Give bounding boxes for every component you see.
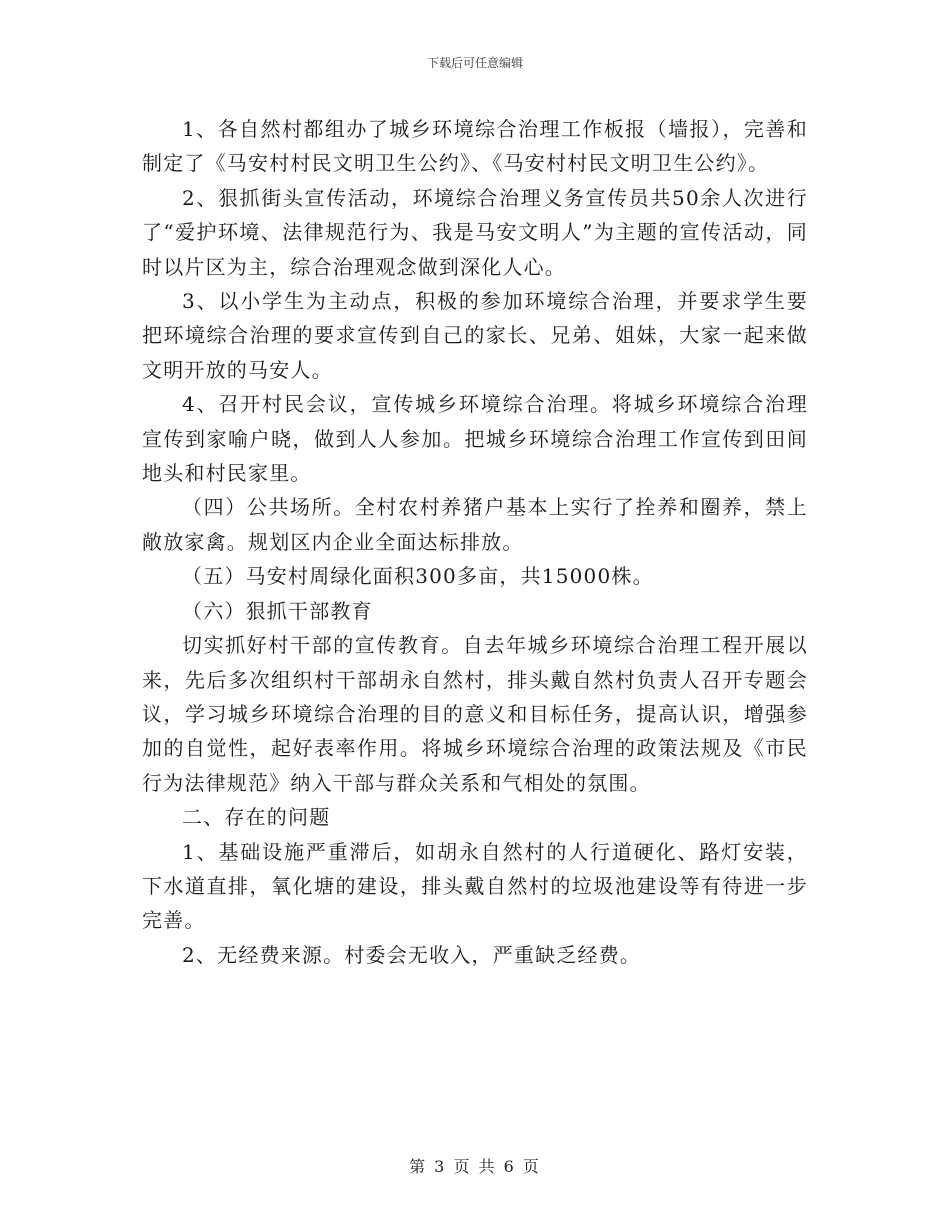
paragraph-3: 3、以小学生为主动点，积极的参加环境综合治理，并要求学生要把环境综合治理的要求宣传到自己的家长、兄弟、姐妹，大家一起来做文明开放的马安人。 (142, 289, 808, 382)
page-number: 第 3 页 共 6 页 (409, 1157, 541, 1176)
paragraph-cadre-education: 切实抓好村干部的宣传教育。自去年城乡环境综合治理工程开展以来，先后多次组织村干部胡永自然村，排头戴自然村负责人召开专题会议，学习城乡环境综合治理的目的意义和目标任务，提高认识，增强参加的自觉性，起好表率作用。将城乡环境综合治理的政策法规及《市民行为法律规范》纳入干部与群众关系和气相处的氛围。 (142, 633, 808, 795)
paragraph-public-places: （四）公共场所。全村农村养猪户基本上实行了拴养和圈养，禁上敞放家禽。规划区内企业全面达标排放。 (142, 495, 808, 554)
paragraph-problem-2: 2、无经费来源。村委会无收入，严重缺乏经费。 (182, 942, 642, 967)
paragraph-4: 4、召开村民会议，宣传城乡环境综合治理。将城乡环境综合治理宣传到家喻户晓，做到人人参加。把城乡环境综合治理工作宣传到田间地头和村民家里。 (142, 392, 808, 486)
document-body (142, 112, 808, 972)
paragraph-2: 2、狠抓街头宣传活动，环境综合治理义务宣传员共50余人次进行了“爱护环境、法律规范行为、我是马安文明人”为主题的宣传活动，同时以片区为主，综合治理观念做到深化人心。 (142, 185, 808, 279)
paragraph-1: 1、各自然村都组办了城乡环境综合治理工作板报（墙报），完善和制定了《马安村村民文明卫生公约》、《马安村村民文明卫生公约》。 (142, 117, 808, 176)
paragraph-problem-1: 1、基础设施严重滞后，如胡永自然村的人行道硬化、路灯安装，下水道直排，氧化塘的建设，排头戴自然村的垃圾池建设等有待进一步完善。 (142, 839, 808, 933)
paragraph-cadre-education-heading: （六）狠抓干部教育 (182, 598, 373, 623)
page-header-note: 下载后可任意编辑 (426, 56, 523, 70)
paragraph-greening: （五）马安村周绿化面积300多亩，共15000株。 (182, 564, 654, 589)
section-heading-problems: 二、存在的问题 (182, 805, 331, 830)
